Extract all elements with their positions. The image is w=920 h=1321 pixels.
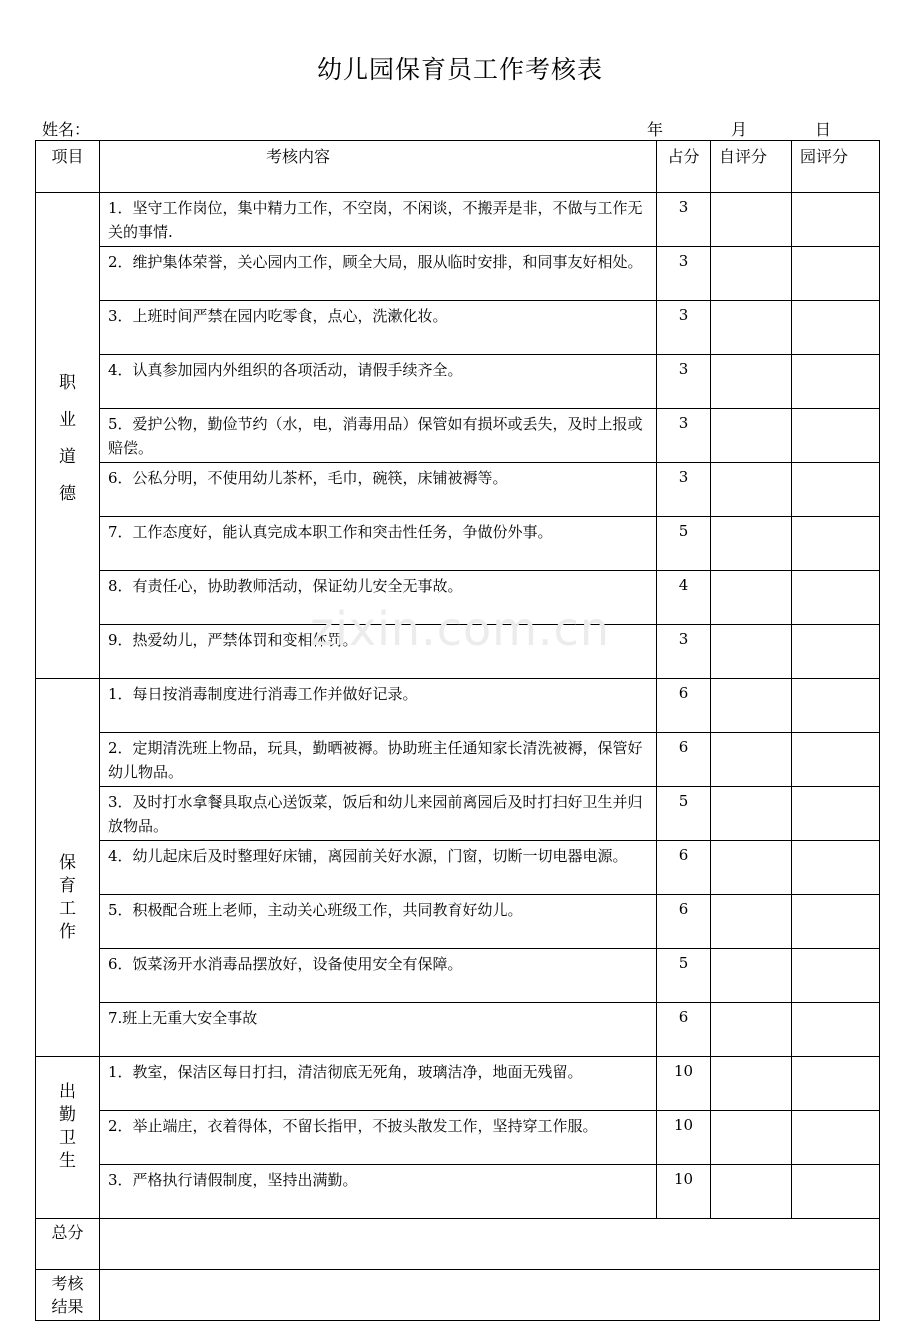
points-cell: 6 <box>657 895 711 949</box>
category-char: 卫 <box>59 1127 76 1148</box>
result-value-cell[interactable] <box>100 1270 880 1321</box>
criterion-text: 3．上班时间严禁在园内吃零食，点心，洗漱化妆。 <box>100 301 657 355</box>
self-score-cell[interactable] <box>711 193 792 247</box>
category-cell <box>36 679 100 1057</box>
name-label: 姓名： <box>42 120 91 139</box>
table-row <box>36 841 880 895</box>
category-char: 出 <box>59 1081 76 1102</box>
self-score-cell[interactable] <box>711 1003 792 1057</box>
category-char: 育 <box>59 875 76 896</box>
points-cell: 3 <box>657 625 711 679</box>
kindergarten-score-cell[interactable] <box>792 733 880 787</box>
table-row <box>36 517 880 571</box>
points-cell: 3 <box>657 247 711 301</box>
points-cell: 3 <box>657 301 711 355</box>
table-row <box>36 247 880 301</box>
criterion-text: 3．严格执行请假制度，坚持出满勤。 <box>100 1165 657 1219</box>
criterion-text: 5．积极配合班上老师，主动关心班级工作，共同教育好幼儿。 <box>100 895 657 949</box>
criterion-text: 3．及时打水拿餐具取点心送饭菜，饭后和幼儿来园前离园后及时打扫好卫生并归放物品。 <box>100 787 657 841</box>
points-cell: 6 <box>657 1003 711 1057</box>
table-row <box>36 409 880 463</box>
table-row <box>36 301 880 355</box>
criterion-text: 1．坚守工作岗位，集中精力工作，不空岗，不闲谈，不搬弄是非，不做与工作无关的事情. <box>100 193 657 247</box>
column-header-row <box>36 141 880 193</box>
points-cell: 4 <box>657 571 711 625</box>
kindergarten-score-cell[interactable] <box>792 193 880 247</box>
criterion-text: 7.班上无重大安全事故 <box>100 1003 657 1057</box>
criterion-text: 6．饭菜汤开水消毒品摆放好，设备使用安全有保障。 <box>100 949 657 1003</box>
kindergarten-score-cell[interactable] <box>792 1165 880 1219</box>
result-label <box>36 1270 100 1321</box>
points-cell: 5 <box>657 949 711 1003</box>
self-score-cell[interactable] <box>711 1165 792 1219</box>
table-row <box>36 193 880 247</box>
self-score-cell[interactable] <box>711 301 792 355</box>
kindergarten-score-cell[interactable] <box>792 949 880 1003</box>
page-title: 幼儿园保育员工作考核表 <box>316 55 603 84</box>
kindergarten-score-cell[interactable] <box>792 247 880 301</box>
criterion-text: 2．维护集体荣誉，关心园内工作，顾全大局，服从临时安排，和同事友好相处。 <box>100 247 657 301</box>
points-cell: 10 <box>657 1057 711 1111</box>
kindergarten-score-cell[interactable] <box>792 355 880 409</box>
kindergarten-score-cell[interactable] <box>792 463 880 517</box>
category-char: 保 <box>59 852 76 873</box>
self-score-cell[interactable] <box>711 679 792 733</box>
table-row <box>36 355 880 409</box>
points-cell: 10 <box>657 1165 711 1219</box>
kindergarten-score-cell[interactable] <box>792 1057 880 1111</box>
points-cell: 6 <box>657 733 711 787</box>
points-cell: 3 <box>657 463 711 517</box>
table-row <box>36 679 880 733</box>
assessment-table <box>35 140 880 1321</box>
points-cell: 3 <box>657 193 711 247</box>
category-char: 生 <box>59 1150 76 1171</box>
points-cell: 5 <box>657 787 711 841</box>
category-cell <box>36 1057 100 1219</box>
category-char: 职 <box>59 372 76 393</box>
kindergarten-score-cell[interactable] <box>792 679 880 733</box>
table-row <box>36 787 880 841</box>
criterion-text: 7．工作态度好，能认真完成本职工作和突击性任务，争做份外事。 <box>100 517 657 571</box>
result-label-line1: 考核 <box>51 1274 84 1293</box>
column-self-score: 自评分 <box>711 141 792 193</box>
table-row <box>36 463 880 517</box>
self-score-cell[interactable] <box>711 463 792 517</box>
column-item: 项目 <box>36 141 100 193</box>
criterion-text: 6．公私分明，不使用幼儿茶杯，毛巾，碗筷，床铺被褥等。 <box>100 463 657 517</box>
criterion-text: 1．每日按消毒制度进行消毒工作并做好记录。 <box>100 679 657 733</box>
result-label-line2: 结果 <box>51 1297 84 1316</box>
category-char: 业 <box>59 409 76 430</box>
total-label: 总分 <box>36 1219 100 1270</box>
self-score-cell[interactable] <box>711 517 792 571</box>
criterion-text: 1．教室，保洁区每日打扫，清洁彻底无死角，玻璃洁净，地面无残留。 <box>100 1057 657 1111</box>
kindergarten-score-cell[interactable] <box>792 1003 880 1057</box>
table-row <box>36 949 880 1003</box>
watermark: zixin.com.cn <box>309 602 611 656</box>
table-row <box>36 733 880 787</box>
column-kindergarten-score: 园评分 <box>792 141 880 193</box>
table-row <box>36 895 880 949</box>
total-row <box>36 1219 880 1270</box>
column-points: 占分 <box>657 141 711 193</box>
table-row <box>36 1165 880 1219</box>
points-cell: 10 <box>657 1111 711 1165</box>
day-label: 日 <box>815 120 832 139</box>
points-cell: 6 <box>657 679 711 733</box>
total-value-cell[interactable] <box>100 1219 880 1270</box>
category-char: 德 <box>59 483 76 504</box>
kindergarten-score-cell[interactable] <box>792 841 880 895</box>
criterion-text: 4．幼儿起床后及时整理好床铺，离园前关好水源，门窗，切断一切电器电源。 <box>100 841 657 895</box>
column-content <box>100 141 657 193</box>
self-score-cell[interactable] <box>711 409 792 463</box>
criterion-text: 4．认真参加园内外组织的各项活动，请假手续齐全。 <box>100 355 657 409</box>
kindergarten-score-cell[interactable] <box>792 787 880 841</box>
result-row <box>36 1270 880 1321</box>
kindergarten-score-cell[interactable] <box>792 301 880 355</box>
self-score-cell[interactable] <box>711 733 792 787</box>
table-row <box>36 1057 880 1111</box>
criterion-text: 2．定期清洗班上物品，玩具，勤晒被褥。协助班主任通知家长清洗被褥，保管好幼儿物品。 <box>100 733 657 787</box>
category-char: 工 <box>59 898 76 919</box>
kindergarten-score-cell[interactable] <box>792 1111 880 1165</box>
self-score-cell[interactable] <box>711 1111 792 1165</box>
points-cell: 3 <box>657 409 711 463</box>
category-char: 作 <box>59 921 76 942</box>
category-char: 勤 <box>59 1104 76 1125</box>
table-row <box>36 1111 880 1165</box>
points-cell: 5 <box>657 517 711 571</box>
self-score-cell[interactable] <box>711 247 792 301</box>
month-label: 月 <box>731 120 748 139</box>
criterion-text: 9．热爱幼儿，严禁体罚和变相体罚。 <box>100 625 657 679</box>
self-score-cell[interactable] <box>711 841 792 895</box>
self-score-cell[interactable] <box>711 1057 792 1111</box>
points-cell: 6 <box>657 841 711 895</box>
self-score-cell[interactable] <box>711 787 792 841</box>
year-label: 年 <box>647 120 664 139</box>
column-content-label: 考核内容 <box>266 147 331 166</box>
kindergarten-score-cell[interactable] <box>792 895 880 949</box>
self-score-cell[interactable] <box>711 355 792 409</box>
kindergarten-score-cell[interactable] <box>792 517 880 571</box>
table-row <box>36 1003 880 1057</box>
criterion-text: 5．爱护公物，勤俭节约（水，电，消毒用品）保管如有损坏或丢失，及时上报或赔偿。 <box>100 409 657 463</box>
points-cell: 3 <box>657 355 711 409</box>
criterion-text: 2．举止端庄，衣着得体，不留长指甲，不披头散发工作，坚持穿工作服。 <box>100 1111 657 1165</box>
self-score-cell[interactable] <box>711 895 792 949</box>
self-score-cell[interactable] <box>711 949 792 1003</box>
category-char: 道 <box>59 446 76 467</box>
kindergarten-score-cell[interactable] <box>792 409 880 463</box>
criterion-text: 8．有责任心，协助教师活动，保证幼儿安全无事故。 <box>100 571 657 625</box>
